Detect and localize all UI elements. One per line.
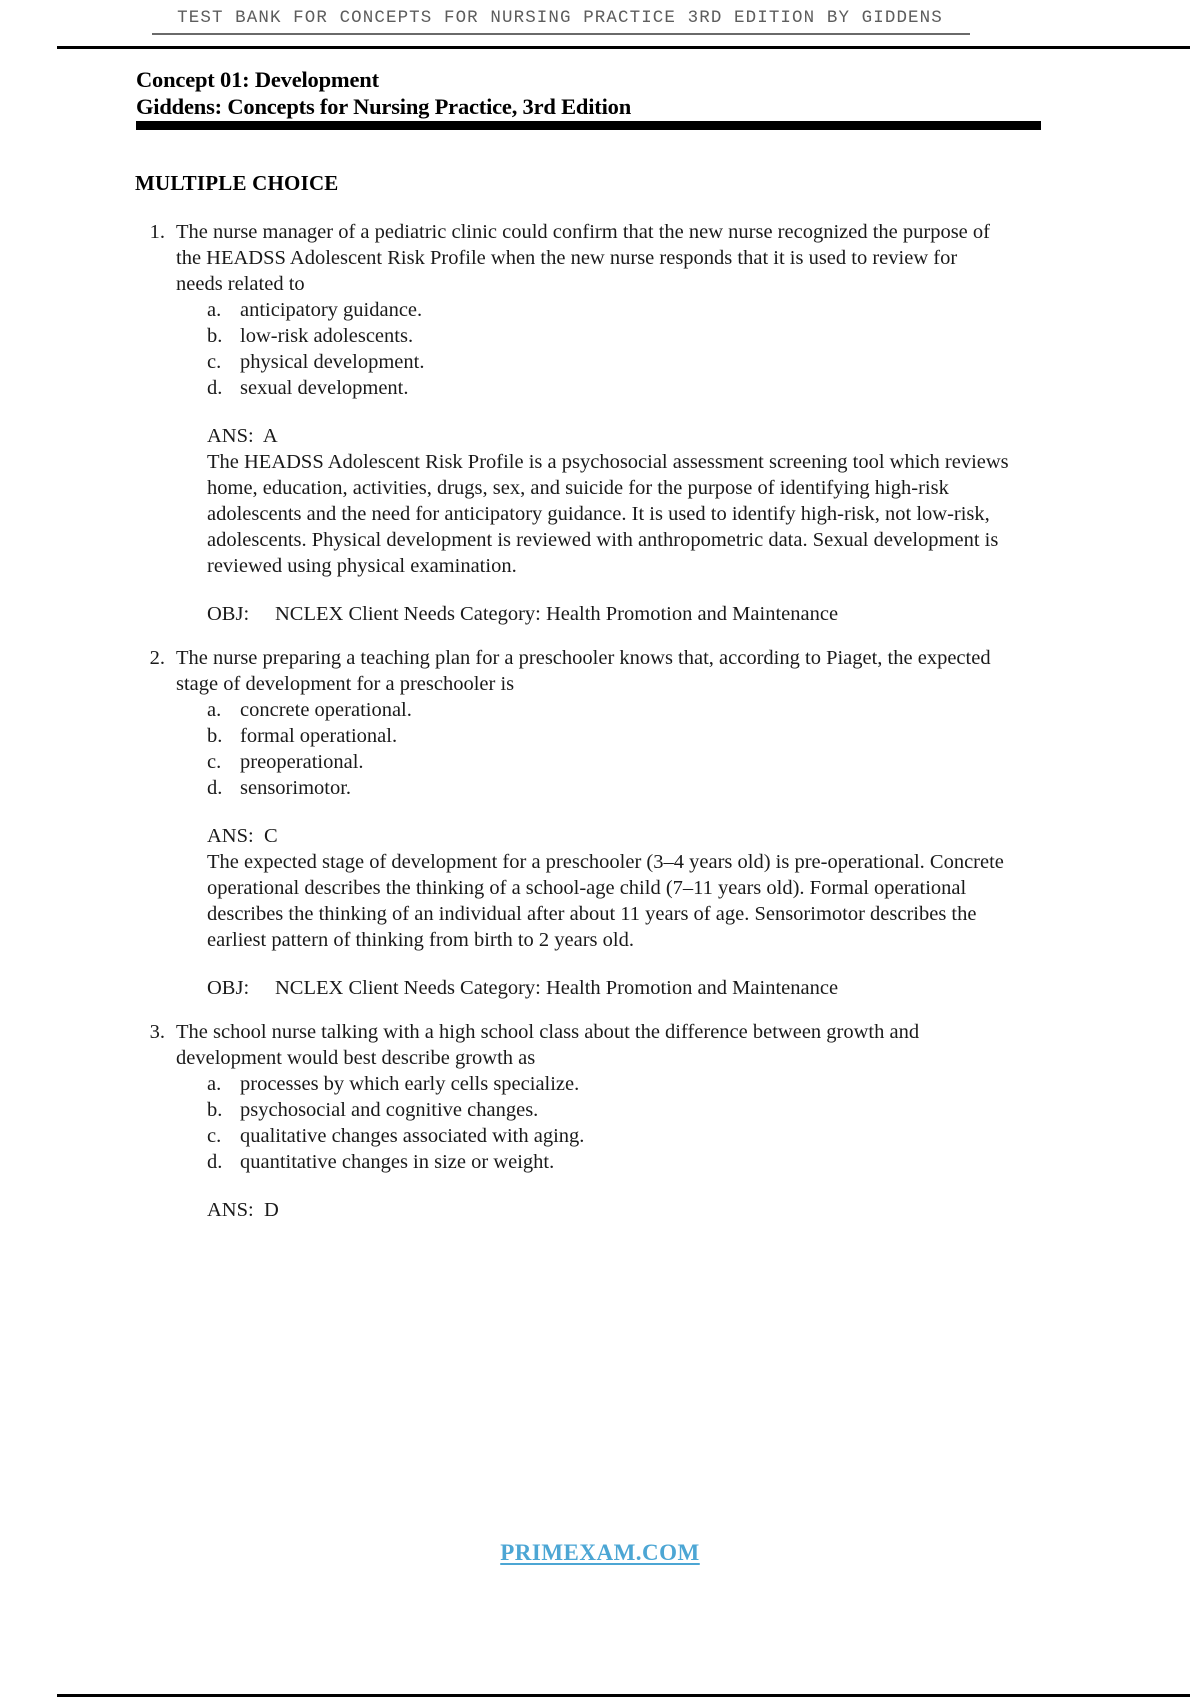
options-list: [207, 697, 1200, 801]
answer-line: [207, 823, 1035, 849]
objective-text: NCLEX Client Needs Category: Health Promotion and Maintenance: [275, 977, 839, 999]
answer-block: [207, 423, 1035, 579]
option-letter: b.: [207, 1099, 223, 1121]
rationale-text: The HEADSS Adolescent Risk Profile is a psychosocial assessment screening tool which reviews home, education, activities, drugs, sex, and suicide for the purpose of identifying high-risk adolescents and the need for anticipatory guidance. It is used to identify high-risk, not low-risk, adolescents. Physical development is reviewed with anthropometric data. Sexual development is reviewed using physical examination.: [207, 451, 1009, 577]
option-letter: b.: [207, 725, 223, 747]
question-number: 1.: [149, 221, 165, 243]
questions-container: [0, 219, 1200, 1241]
option-c[interactable]: [207, 349, 1200, 375]
option-d[interactable]: [207, 1149, 1200, 1175]
question-stem-row: [0, 219, 1200, 297]
answer-label: ANS:: [207, 425, 254, 447]
option-text: qualitative changes associated with aging.: [240, 1125, 585, 1147]
page-top-rule: [57, 46, 1190, 49]
answer-label: ANS:: [207, 1199, 254, 1221]
running-head-rule: [152, 33, 970, 35]
option-text: formal operational.: [240, 725, 398, 747]
question-stem: The school nurse talking with a high school class about the difference between growth and development would best describe growth as: [176, 1021, 920, 1069]
option-text: psychosocial and cognitive changes.: [240, 1099, 539, 1121]
option-letter: d.: [207, 377, 223, 399]
option-text: sexual development.: [240, 377, 409, 399]
book-title: Giddens: Concepts for Nursing Practice, 3rd Edition: [136, 94, 632, 119]
option-d[interactable]: [207, 375, 1200, 401]
option-text: preoperational.: [240, 751, 364, 773]
option-b[interactable]: [207, 723, 1200, 749]
option-letter: d.: [207, 1151, 223, 1173]
option-text: sensorimotor.: [240, 777, 352, 799]
question-stem-row: [0, 1019, 1200, 1071]
option-letter: c.: [207, 751, 222, 773]
option-b[interactable]: [207, 323, 1200, 349]
answer-value: A: [262, 425, 278, 447]
answer-value: C: [263, 825, 278, 847]
options-list: [207, 297, 1200, 401]
footer: [0, 1540, 1200, 1566]
option-a[interactable]: [207, 297, 1200, 323]
option-text: concrete operational.: [240, 699, 412, 721]
rationale-text: The expected stage of development for a preschooler (3–4 years old) is pre-operational. Concrete operational describes the thinking of a school-age child (7–11 years old). Formal operational describes the thinking of an individual after about 11 years of age. Sensorimotor describes the earliest pattern of thinking from birth to 2 years old.: [207, 851, 1004, 951]
answer-line: [207, 423, 1035, 449]
objective-label: OBJ:: [207, 603, 250, 625]
option-c[interactable]: [207, 749, 1200, 775]
question-item: [0, 645, 1200, 1001]
objective-block: [207, 601, 1200, 627]
option-a[interactable]: [207, 1071, 1200, 1097]
option-letter: a.: [207, 699, 222, 721]
option-text: physical development.: [240, 351, 425, 373]
title-divider-bar: [136, 121, 1041, 130]
answer-block: [207, 823, 1035, 953]
objective-text: NCLEX Client Needs Category: Health Promotion and Maintenance: [275, 603, 839, 625]
option-d[interactable]: [207, 775, 1200, 801]
option-letter: d.: [207, 777, 223, 799]
options-list: [207, 1071, 1200, 1175]
title-block: [136, 66, 1096, 120]
option-letter: c.: [207, 1125, 222, 1147]
question-item: [0, 219, 1200, 627]
answer-line: [207, 1197, 1035, 1223]
page-bottom-rule: [57, 1694, 1190, 1697]
objective-block: [207, 975, 1200, 1001]
option-c[interactable]: [207, 1123, 1200, 1149]
primexam-link[interactable]: PRIMEXAM.COM: [500, 1540, 700, 1565]
option-text: quantitative changes in size or weight.: [240, 1151, 555, 1173]
option-letter: a.: [207, 299, 222, 321]
question-stem-row: [0, 645, 1200, 697]
option-letter: b.: [207, 325, 223, 347]
answer-label: ANS:: [207, 825, 254, 847]
option-letter: a.: [207, 1073, 222, 1095]
option-text: anticipatory guidance.: [240, 299, 423, 321]
question-item: [0, 1019, 1200, 1223]
section-heading: MULTIPLE CHOICE: [135, 171, 339, 195]
running-head-text: TEST BANK FOR CONCEPTS FOR NURSING PRACTICE 3RD EDITION BY GIDDENS: [177, 8, 943, 28]
answer-block: [207, 1197, 1035, 1223]
question-stem: The nurse preparing a teaching plan for a preschooler knows that, according to Piaget, the expected stage of development for a preschooler is: [176, 647, 991, 695]
option-letter: c.: [207, 351, 222, 373]
concept-title: Concept 01: Development: [136, 67, 379, 92]
option-text: processes by which early cells specialize.: [240, 1073, 580, 1095]
question-number: 3.: [149, 1021, 165, 1043]
objective-label: OBJ:: [207, 977, 250, 999]
question-number: 2.: [149, 647, 165, 669]
answer-value: D: [263, 1199, 279, 1221]
option-text: low-risk adolescents.: [240, 325, 414, 347]
option-a[interactable]: [207, 697, 1200, 723]
question-stem: The nurse manager of a pediatric clinic could confirm that the new nurse recognized the purpose of the HEADSS Adolescent Risk Profile when the new nurse responds that it is used to review for needs related to: [176, 221, 990, 295]
option-b[interactable]: [207, 1097, 1200, 1123]
